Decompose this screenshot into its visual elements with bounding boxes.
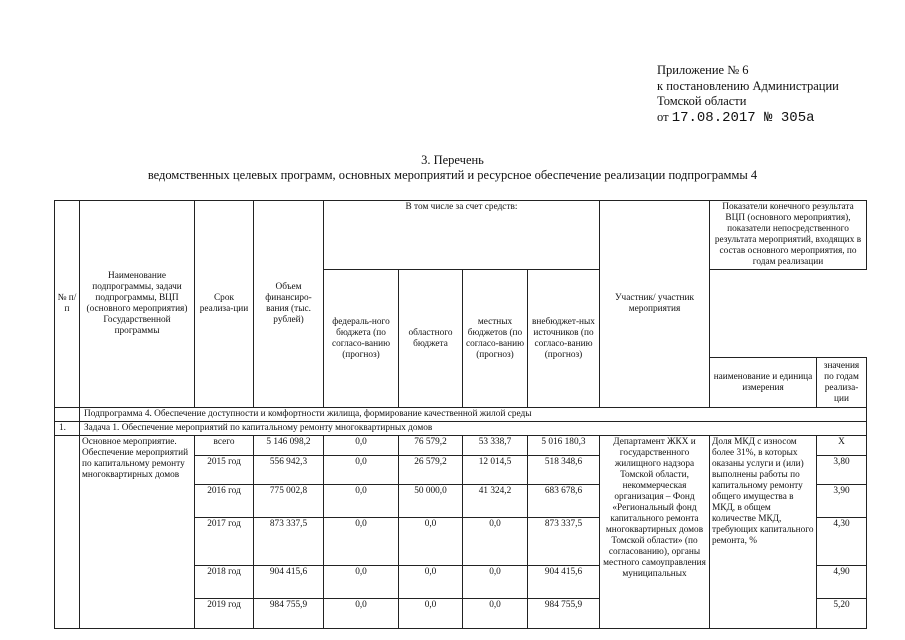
- cell-value: 5,20: [817, 599, 867, 629]
- cell-term: 2017 год: [195, 518, 254, 566]
- cell-federal: 0,0: [324, 456, 399, 485]
- appendix-line-4: [657, 110, 839, 127]
- cell-volume: 556 942,3: [254, 456, 324, 485]
- header-num: № п/п: [55, 201, 80, 408]
- appendix-line-1: Приложение № 6: [657, 63, 749, 77]
- cell-value: 3,80: [817, 456, 867, 485]
- cell-volume: 5 146 098,2: [254, 436, 324, 456]
- cell-term: 2016 год: [195, 485, 254, 518]
- activity-name: Основное мероприятие. Обеспечение мероприятий по капитальному ремонту многоквартирных домов: [80, 436, 195, 629]
- subprogram-row: [55, 408, 867, 422]
- cell-volume: 904 415,6: [254, 566, 324, 599]
- activity-participant: Департамент ЖКХ и государственного жилищного надзора Томской области, некоммерческая организация – Фонд «Региональный фонд капитального ремонта многоквартирных домов Томской области» (по согласованию), органы местного самоуправления муниципальных: [600, 436, 710, 629]
- subprogram-text: Подпрограмма 4. Обеспечение доступности и комфортности жилища, формирование качественной жилой среды: [80, 408, 867, 422]
- appendix-line-2: к постановлению Администрации: [657, 78, 839, 93]
- cell-extra: 904 415,6: [528, 566, 600, 599]
- cell-volume: 984 755,9: [254, 599, 324, 629]
- row-num-empty: [55, 436, 80, 629]
- cell-local: 41 324,2: [463, 485, 528, 518]
- title-line-2: ведомственных целевых программ, основных мероприятий и ресурсное обеспечение реализации подпрограммы 4: [147, 168, 758, 182]
- program-table: [54, 200, 867, 629]
- header-indicator-name: наименование и единица измерения: [710, 358, 817, 408]
- activity-indicator: Доля МКД с износом более 31%, в которых оказаны услуги и (или) выполнены работы по капитальному ремонту общего имущества в МКД, в общем количестве МКД, требующих капитального ремонта, %: [710, 436, 817, 629]
- cell-regional: 0,0: [399, 518, 463, 566]
- header-sources-group: В том числе за счет средств:: [324, 201, 600, 270]
- cell-term: 2019 год: [195, 599, 254, 629]
- cell-regional: 0,0: [399, 566, 463, 599]
- cell-extra: 984 755,9: [528, 599, 600, 629]
- cell-local: 0,0: [463, 518, 528, 566]
- header-indicators-group: Показатели конечного результата ВЦП (основного мероприятия), показатели непосредственного результата мероприятий, входящих в состав основного мероприятия, по годам реализации: [710, 201, 867, 270]
- cell-value: 4,30: [817, 518, 867, 566]
- title-line-1: 3. Перечень: [421, 153, 484, 167]
- task-num: 1.: [55, 422, 80, 436]
- cell-local: 53 338,7: [463, 436, 528, 456]
- cell-regional: 26 579,2: [399, 456, 463, 485]
- header-participant: Участник/ участник мероприятия: [600, 201, 710, 408]
- cell-term: всего: [195, 436, 254, 456]
- cell-value: Х: [817, 436, 867, 456]
- header-federal: федераль-ного бюджета (по согласо-ванию (прогноз): [324, 270, 399, 408]
- cell-local: 0,0: [463, 599, 528, 629]
- cell-term: 2015 год: [195, 456, 254, 485]
- cell-regional: 50 000,0: [399, 485, 463, 518]
- cell-federal: 0,0: [324, 485, 399, 518]
- cell-local: 12 014,5: [463, 456, 528, 485]
- appendix-date-prefix: от: [657, 109, 669, 124]
- header-indicator-values: значения по годам реализа-ции: [817, 358, 867, 408]
- task-row: [55, 422, 867, 436]
- header-regional: областного бюджета: [399, 270, 463, 408]
- cell-value: 3,90: [817, 485, 867, 518]
- cell-term: 2018 год: [195, 566, 254, 599]
- cell-regional: 0,0: [399, 599, 463, 629]
- appendix-block: [657, 63, 839, 126]
- appendix-date-number: 17.08.2017 № 305а: [671, 109, 815, 126]
- subprogram-num: [55, 408, 80, 422]
- task-text: Задача 1. Обеспечение мероприятий по капитальному ремонту многоквартирных домов: [80, 422, 867, 436]
- appendix-line-3: Томской области: [657, 94, 747, 108]
- header-volume: Объем финансиро-вания (тыс. рублей): [254, 201, 324, 408]
- cell-federal: 0,0: [324, 566, 399, 599]
- cell-volume: 775 002,8: [254, 485, 324, 518]
- cell-volume: 873 337,5: [254, 518, 324, 566]
- table-row: [55, 436, 867, 456]
- header-local: местных бюджетов (по согласо-ванию (прогноз): [463, 270, 528, 408]
- cell-federal: 0,0: [324, 436, 399, 456]
- document-title: [0, 153, 905, 183]
- header-term: Срок реализа-ции: [195, 201, 254, 408]
- cell-local: 0,0: [463, 566, 528, 599]
- cell-federal: 0,0: [324, 518, 399, 566]
- header-name: Наименование подпрограммы, задачи подпрограммы, ВЦП (основного мероприятия) Государственной программы: [80, 201, 195, 408]
- cell-extra: 683 678,6: [528, 485, 600, 518]
- header-row-1: [55, 201, 867, 270]
- cell-extra: 873 337,5: [528, 518, 600, 566]
- cell-value: 4,90: [817, 566, 867, 599]
- cell-extra: 518 348,6: [528, 456, 600, 485]
- header-extra: внебюджет-ных источников (по согласо-ванию (прогноз): [528, 270, 600, 408]
- cell-extra: 5 016 180,3: [528, 436, 600, 456]
- cell-federal: 0,0: [324, 599, 399, 629]
- cell-regional: 76 579,2: [399, 436, 463, 456]
